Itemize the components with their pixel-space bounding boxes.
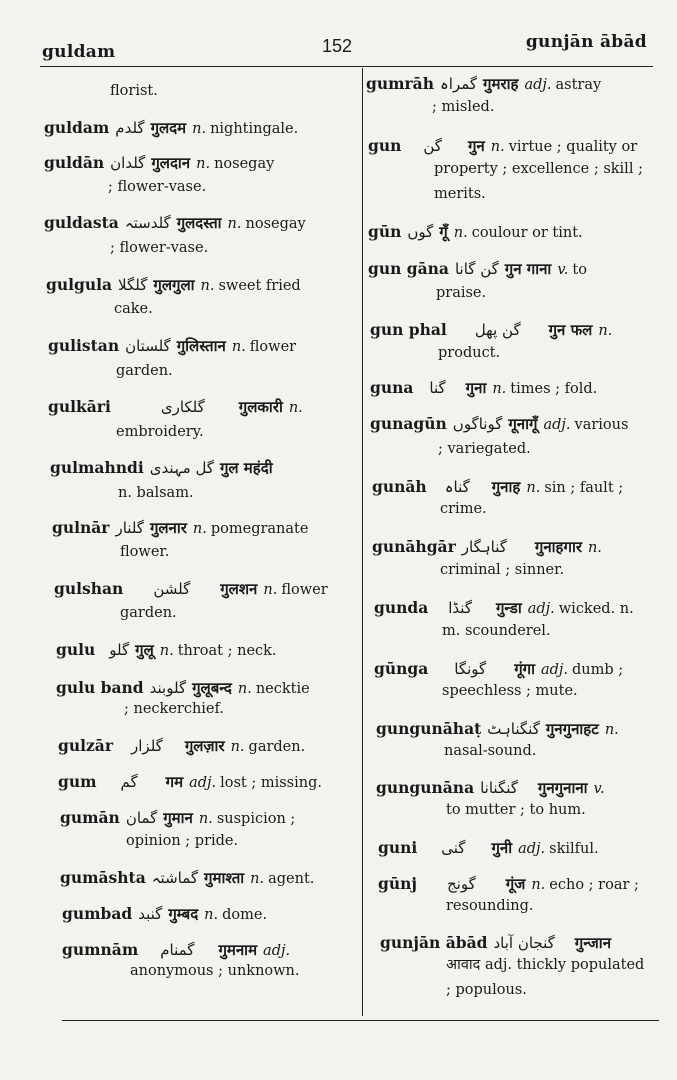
headword: gulmahndi xyxy=(50,458,144,477)
headword: gunda xyxy=(374,598,429,617)
entry-gun-phal xyxy=(370,320,616,341)
urdu-script: گناہ xyxy=(444,478,470,496)
headword: gulgula xyxy=(46,275,113,294)
definition: sin ; fault ; xyxy=(544,480,624,496)
footer-rule xyxy=(62,1020,659,1021)
headword: gulzār xyxy=(58,736,114,755)
hindi-script: गुलदान xyxy=(151,154,191,172)
entry-gulistan xyxy=(48,336,296,357)
part-of-speech: adj. xyxy=(527,601,555,617)
hindi-script: गुल महंदी xyxy=(219,459,273,477)
urdu-script: گلو xyxy=(109,641,130,659)
part-of-speech: n. xyxy=(192,121,207,137)
continuation-text: merits. xyxy=(434,186,486,202)
urdu-script: گونج xyxy=(447,875,476,893)
definition: lost ; missing. xyxy=(220,775,322,791)
urdu-script: گلزار xyxy=(131,737,163,755)
hindi-script: गूंज xyxy=(505,875,526,893)
urdu-script: گن پھل xyxy=(474,321,521,339)
entry-gumbad xyxy=(62,904,267,925)
entry-gulmahndi xyxy=(50,458,279,479)
continuation-text: crime. xyxy=(440,501,487,517)
urdu-script: گلدم xyxy=(115,119,145,137)
definition: wicked. n. xyxy=(558,601,634,617)
part-of-speech: n. xyxy=(263,582,278,598)
urdu-script: گنگناہٹ xyxy=(487,720,540,738)
continuation-text: florist. xyxy=(110,83,158,99)
definition: garden. xyxy=(248,739,306,755)
part-of-speech: n. xyxy=(230,739,245,755)
entry-gulkari xyxy=(48,397,307,418)
headword: gumnām xyxy=(62,940,139,959)
part-of-speech: n. xyxy=(227,216,242,232)
part-of-speech: v. xyxy=(557,262,569,278)
continuation-text: anonymous ; unknown. xyxy=(130,963,300,979)
hindi-script: गुमनाम xyxy=(218,941,258,959)
urdu-script: گماشتہ xyxy=(151,869,199,887)
continuation-text: ; populous. xyxy=(446,982,527,998)
continuation-text: to mutter ; to hum. xyxy=(446,802,586,818)
hindi-script: गूंगा xyxy=(514,660,535,678)
entry-gumashta xyxy=(60,868,314,889)
headword: guldam xyxy=(44,118,110,137)
headword: gumbad xyxy=(62,904,133,923)
part-of-speech: n. xyxy=(159,643,174,659)
definition: agent. xyxy=(268,871,315,887)
part-of-speech: n. xyxy=(490,139,505,155)
hindi-script: गुनाहगार xyxy=(534,538,582,556)
definition: astray xyxy=(555,77,602,93)
header-rule xyxy=(40,66,653,67)
entry-gunda xyxy=(374,598,634,619)
definition: times ; fold. xyxy=(510,381,598,397)
part-of-speech: adj. xyxy=(524,77,552,93)
hindi-script: गुना xyxy=(465,379,487,397)
part-of-speech: n. xyxy=(604,722,619,738)
definition: suspicion ; xyxy=(216,811,296,827)
hindi-script: गुन फल xyxy=(548,321,593,339)
part-of-speech: n. xyxy=(204,907,219,923)
urdu-script: گوں xyxy=(407,223,434,241)
hindi-script: गुलदम xyxy=(150,119,187,137)
entry-gunj xyxy=(378,874,639,895)
urdu-script: گمراہ xyxy=(440,75,478,93)
entry-gunjan-abad xyxy=(380,933,617,954)
urdu-script: گنبد xyxy=(138,905,163,923)
hindi-script: गुमराह xyxy=(483,75,519,93)
headword: gunagūn xyxy=(370,414,447,433)
urdu-script: گنگنانا xyxy=(480,779,518,797)
urdu-script: گم xyxy=(120,773,138,791)
entry-gunahgar xyxy=(372,537,606,558)
headword: guna xyxy=(370,378,414,397)
urdu-script: گلنار xyxy=(115,519,144,537)
definition: nosegay xyxy=(214,156,275,172)
entry-gunga xyxy=(374,659,623,680)
headword: gulshan xyxy=(54,579,124,598)
part-of-speech: n. xyxy=(237,681,252,697)
hindi-script: गुलगुला xyxy=(153,276,195,294)
hindi-script: गुन्जान xyxy=(574,934,612,952)
part-of-speech: n. xyxy=(531,877,546,893)
continuation-text: property ; excellence ; skill ; xyxy=(434,161,643,177)
headword: guldān xyxy=(44,153,105,172)
part-of-speech: n. xyxy=(526,480,541,496)
part-of-speech: n. xyxy=(198,811,213,827)
continuation-text: ; neckerchief. xyxy=(124,701,224,717)
part-of-speech: adj. xyxy=(189,775,217,791)
entry-gulzar xyxy=(58,736,305,757)
definition: to xyxy=(572,262,587,278)
urdu-script: گن گانا xyxy=(454,260,499,278)
entry-gun xyxy=(368,136,637,157)
entry-guldasta xyxy=(44,213,306,234)
urdu-script: گن xyxy=(423,137,442,155)
headword: gumān xyxy=(60,808,120,827)
part-of-speech: adj. xyxy=(263,943,291,959)
entry-gunah xyxy=(372,477,623,498)
entry-guna xyxy=(370,378,597,399)
entry-gungunahat xyxy=(376,719,623,740)
hindi-script: गूँ xyxy=(439,223,448,241)
urdu-script: گنجان آباد xyxy=(493,934,555,952)
continuation-text: embroidery. xyxy=(116,424,204,440)
entry-gumrah xyxy=(366,74,601,95)
hindi-script: गुनाह xyxy=(491,478,521,496)
urdu-script: گمنام xyxy=(160,941,195,959)
entry-guni xyxy=(378,838,599,859)
definition: necktie xyxy=(255,681,310,697)
entry-gungunana xyxy=(376,778,609,799)
definition: skilful. xyxy=(549,841,599,857)
definition: flower xyxy=(249,339,297,355)
column-divider xyxy=(362,68,363,1016)
running-head-left: guldam xyxy=(42,42,116,62)
continuation-text: speechless ; mute. xyxy=(442,683,578,699)
continuation-text: ; flower-vase. xyxy=(108,179,207,195)
hindi-script: गुन xyxy=(467,137,485,155)
hindi-script: गुमाश्ता xyxy=(204,869,245,887)
continuation-text: garden. xyxy=(116,363,173,379)
hindi-script: गुन्डा xyxy=(495,599,522,617)
hindi-script: गुलूबन्द xyxy=(192,679,232,697)
part-of-speech: n. xyxy=(250,871,265,887)
part-of-speech: n. xyxy=(587,540,602,556)
urdu-script: گناہگار xyxy=(461,538,507,556)
headword: gunjān ābād xyxy=(380,933,488,952)
hindi-script: गुलनार xyxy=(149,519,187,537)
headword: gun xyxy=(368,136,402,155)
definition: pomegranate xyxy=(210,521,309,537)
continuation-text: resounding. xyxy=(446,898,534,914)
entry-guldan xyxy=(44,153,274,174)
entry-gulshan xyxy=(54,579,328,600)
headword: gumāshta xyxy=(60,868,146,887)
hindi-script: गूनागूँ xyxy=(508,415,538,433)
headword: guldasta xyxy=(44,213,119,232)
headword: gunāh xyxy=(372,477,427,496)
hindi-script: गुलदस्ता xyxy=(176,214,222,232)
urdu-script: گنا xyxy=(429,379,446,397)
continuation-text: opinion ; pride. xyxy=(126,833,239,849)
continuation-text: n. balsam. xyxy=(118,485,194,501)
headword: guni xyxy=(378,838,418,857)
headword: gunāhgār xyxy=(372,537,456,556)
entry-gunagun xyxy=(370,414,628,435)
hindi-script: गुनी xyxy=(491,839,513,857)
urdu-script: گلوبند xyxy=(149,679,187,697)
continuation-text: cake. xyxy=(114,301,153,317)
part-of-speech: n. xyxy=(231,339,246,355)
headword: gūnj xyxy=(378,874,417,893)
continuation-text: garden. xyxy=(120,605,177,621)
continuation-text: ; variegated. xyxy=(438,441,531,457)
hindi-script: गुमान xyxy=(163,809,193,827)
headword: gūnga xyxy=(374,659,429,678)
definition: nightingale. xyxy=(210,121,299,137)
urdu-script: گل مہندی xyxy=(149,459,214,477)
part-of-speech: n. xyxy=(200,278,215,294)
part-of-speech: v. xyxy=(593,781,605,797)
headword: gumrāh xyxy=(366,74,434,93)
part-of-speech: n. xyxy=(598,323,613,339)
continuation-text: flower. xyxy=(120,544,170,560)
entry-guman xyxy=(60,808,295,829)
definition: throat ; neck. xyxy=(177,643,277,659)
headword: gulkāri xyxy=(48,397,111,416)
part-of-speech: n. xyxy=(492,381,507,397)
urdu-script: گلدستہ xyxy=(124,214,171,232)
continuation-text: nasal-sound. xyxy=(444,743,537,759)
part-of-speech: n. xyxy=(288,400,303,416)
definition: sweet fried xyxy=(218,278,301,294)
urdu-script: گلگلا xyxy=(118,276,148,294)
hindi-script: गुनगुनाना xyxy=(537,779,588,797)
page-number: 152 xyxy=(322,36,353,56)
continuation-text: product. xyxy=(438,345,501,361)
part-of-speech: n. xyxy=(453,225,468,241)
headword: gum xyxy=(58,772,97,791)
headword: gun phal xyxy=(370,320,447,339)
part-of-speech: adj. xyxy=(518,841,546,857)
hindi-script: गुलिस्तान xyxy=(176,337,226,355)
headword: gulnār xyxy=(52,518,110,537)
definition: dome. xyxy=(222,907,268,923)
continuation-text: praise. xyxy=(436,285,487,301)
urdu-script: گنڈا xyxy=(448,599,472,617)
continuation-text: ; misled. xyxy=(432,99,495,115)
urdu-script: گمان xyxy=(125,809,158,827)
headword: gūn xyxy=(368,222,402,241)
definition: nosegay xyxy=(245,216,306,232)
part-of-speech: adj. xyxy=(543,417,571,433)
urdu-script: گلستان xyxy=(125,337,171,355)
definition: coulour or tint. xyxy=(471,225,583,241)
continuation-text: ; flower-vase. xyxy=(110,240,209,256)
definition: various xyxy=(574,417,629,433)
definition: virtue ; quality or xyxy=(508,139,638,155)
entry-gulu xyxy=(56,640,277,661)
hindi-script: गुलकारी xyxy=(238,398,283,416)
entry-gum xyxy=(58,772,322,793)
headword: gun gāna xyxy=(368,259,449,278)
urdu-script: گلکاری xyxy=(160,398,205,416)
continuation-text: criminal ; sinner. xyxy=(440,562,565,578)
hindi-script: गुलू xyxy=(135,641,154,659)
hindi-script: गुम्बद xyxy=(168,905,199,923)
headword: gulu band xyxy=(56,678,144,697)
entry-gun-long xyxy=(368,222,583,243)
hindi-script: गुलज़ार xyxy=(184,737,225,755)
entry-gulu-band xyxy=(56,678,310,699)
definition: dumb ; xyxy=(572,662,624,678)
urdu-script: گنی xyxy=(441,839,466,857)
entry-guldam xyxy=(44,118,298,139)
headword: gulistan xyxy=(48,336,120,355)
hindi-script: गुन गाना xyxy=(504,260,552,278)
definition: flower xyxy=(281,582,328,598)
entry-gulnar xyxy=(52,518,308,539)
headword: gungunāhaṭ xyxy=(376,719,482,738)
headword: gungunāna xyxy=(376,778,475,797)
entry-gulgula xyxy=(46,275,301,296)
part-of-speech: adj. xyxy=(540,662,569,678)
definition: echo ; roar ; xyxy=(549,877,639,893)
headword: gulu xyxy=(56,640,96,659)
urdu-script: گلشن xyxy=(153,580,191,598)
urdu-script: گلدان xyxy=(110,154,146,172)
hindi-script: गम xyxy=(165,773,184,791)
urdu-script: گونگا xyxy=(454,660,487,678)
running-head-right: gunjān ābād xyxy=(525,32,647,52)
part-of-speech: n. xyxy=(192,521,207,537)
hindi-script: गुलशन xyxy=(220,580,258,598)
hindi-script: गुनगुनाहट xyxy=(545,720,599,738)
continuation-text: आवाद adj. thickly populated xyxy=(446,957,645,973)
urdu-script: گوناگوں xyxy=(452,415,503,433)
part-of-speech: n. xyxy=(196,156,211,172)
entry-gun-gana xyxy=(368,259,587,280)
entry-gumnam xyxy=(62,940,294,961)
continuation-text: m. scounderel. xyxy=(442,623,551,639)
